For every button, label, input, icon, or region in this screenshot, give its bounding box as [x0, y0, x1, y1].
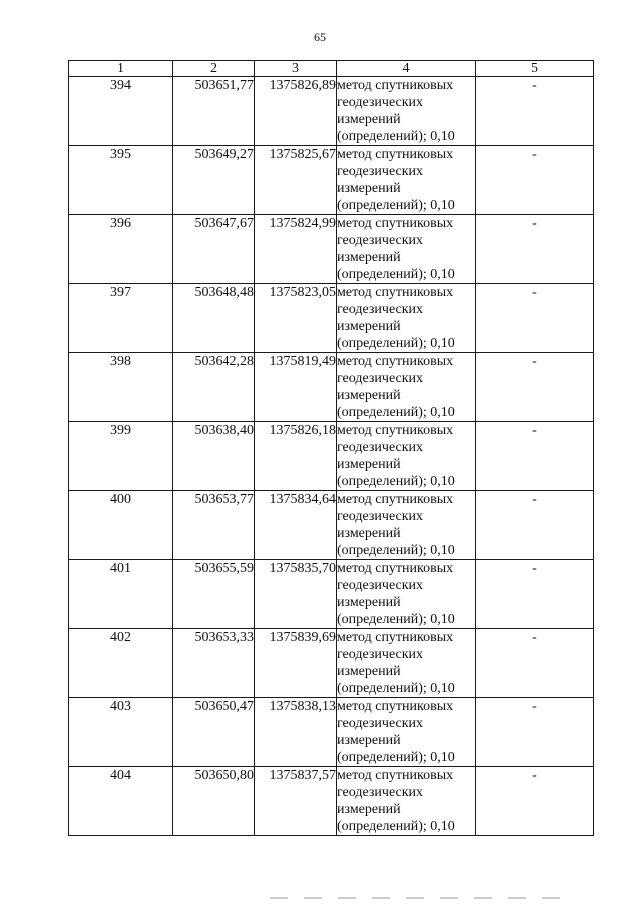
- method-text-line: метод спутниковых: [337, 285, 454, 300]
- method-text-line: геодезических: [337, 233, 424, 248]
- y-coordinate-cell: 1375823,05: [255, 284, 337, 353]
- note-cell: -: [476, 353, 594, 422]
- method-cell: [337, 215, 476, 284]
- method-text-line: измерений: [337, 112, 401, 127]
- x-coordinate-cell: 503638,40: [173, 422, 255, 491]
- x-coordinate-cell: 503642,28: [173, 353, 255, 422]
- method-text-line: геодезических: [337, 716, 424, 731]
- method-text-line: (определений); 0,10: [337, 474, 455, 489]
- table-row: [69, 698, 594, 767]
- page-number: 65: [314, 30, 326, 44]
- method-text-line: измерений: [337, 595, 401, 610]
- method-text-line: измерений: [337, 250, 401, 265]
- point-number-cell: 400: [69, 491, 173, 560]
- method-text-line: измерений: [337, 664, 401, 679]
- table-row: [69, 491, 594, 560]
- method-text-line: геодезических: [337, 164, 424, 179]
- method-text-line: метод спутниковых: [337, 630, 454, 645]
- method-text-line: (определений); 0,10: [337, 543, 455, 558]
- x-coordinate-cell: 503653,77: [173, 491, 255, 560]
- method-text-line: измерений: [337, 526, 401, 541]
- method-text-line: (определений); 0,10: [337, 198, 455, 213]
- method-text-line: измерений: [337, 802, 401, 817]
- table-row: [69, 560, 594, 629]
- table-row: [69, 353, 594, 422]
- point-number-cell: 403: [69, 698, 173, 767]
- scan-artifact-marks: [270, 897, 570, 899]
- point-number-cell: 397: [69, 284, 173, 353]
- point-number-cell: 402: [69, 629, 173, 698]
- y-coordinate-cell: 1375824,99: [255, 215, 337, 284]
- method-text-line: геодезических: [337, 302, 424, 317]
- x-coordinate-cell: 503648,48: [173, 284, 255, 353]
- method-cell: [337, 698, 476, 767]
- x-coordinate-cell: 503655,59: [173, 560, 255, 629]
- x-coordinate-cell: 503653,33: [173, 629, 255, 698]
- point-number-cell: 404: [69, 767, 173, 836]
- method-text-line: (определений); 0,10: [337, 612, 455, 627]
- table-row: [69, 215, 594, 284]
- note-cell: -: [476, 77, 594, 146]
- method-cell: [337, 353, 476, 422]
- method-text-line: геодезических: [337, 440, 424, 455]
- note-cell: -: [476, 146, 594, 215]
- note-cell: -: [476, 629, 594, 698]
- note-cell: -: [476, 284, 594, 353]
- method-text-line: (определений); 0,10: [337, 681, 455, 696]
- point-number-cell: 394: [69, 77, 173, 146]
- method-text-line: (определений); 0,10: [337, 129, 455, 144]
- method-text-line: (определений); 0,10: [337, 267, 455, 282]
- y-coordinate-cell: 1375835,70: [255, 560, 337, 629]
- note-cell: -: [476, 767, 594, 836]
- y-coordinate-cell: 1375839,69: [255, 629, 337, 698]
- header-col-1: 1: [69, 61, 173, 77]
- method-text-line: метод спутниковых: [337, 216, 454, 231]
- y-coordinate-cell: 1375825,67: [255, 146, 337, 215]
- method-text-line: метод спутниковых: [337, 492, 454, 507]
- x-coordinate-cell: 503650,80: [173, 767, 255, 836]
- x-coordinate-cell: 503651,77: [173, 77, 255, 146]
- table-row: [69, 629, 594, 698]
- method-text-line: геодезических: [337, 785, 424, 800]
- table-row: [69, 77, 594, 146]
- method-cell: [337, 491, 476, 560]
- x-coordinate-cell: 503647,67: [173, 215, 255, 284]
- header-col-5: 5: [476, 61, 594, 77]
- method-text-line: метод спутниковых: [337, 354, 454, 369]
- method-text-line: геодезических: [337, 509, 424, 524]
- method-text-line: (определений); 0,10: [337, 405, 455, 420]
- point-number-cell: 396: [69, 215, 173, 284]
- y-coordinate-cell: 1375826,89: [255, 77, 337, 146]
- y-coordinate-cell: 1375834,64: [255, 491, 337, 560]
- method-text-line: измерений: [337, 319, 401, 334]
- x-coordinate-cell: 503650,47: [173, 698, 255, 767]
- y-coordinate-cell: 1375838,13: [255, 698, 337, 767]
- note-cell: -: [476, 422, 594, 491]
- method-text-line: метод спутниковых: [337, 561, 454, 576]
- method-text-line: метод спутниковых: [337, 423, 454, 438]
- point-number-cell: 398: [69, 353, 173, 422]
- table-row: [69, 422, 594, 491]
- header-row: [69, 61, 594, 77]
- method-cell: [337, 146, 476, 215]
- note-cell: -: [476, 491, 594, 560]
- table-header: [69, 61, 594, 77]
- x-coordinate-cell: 503649,27: [173, 146, 255, 215]
- method-text-line: метод спутниковых: [337, 768, 454, 783]
- point-number-cell: 395: [69, 146, 173, 215]
- note-cell: -: [476, 215, 594, 284]
- method-text-line: (определений); 0,10: [337, 750, 455, 765]
- point-number-cell: 399: [69, 422, 173, 491]
- method-text-line: метод спутниковых: [337, 78, 454, 93]
- method-text-line: измерений: [337, 181, 401, 196]
- header-col-4: 4: [337, 61, 476, 77]
- method-cell: [337, 767, 476, 836]
- note-cell: -: [476, 560, 594, 629]
- point-number-cell: 401: [69, 560, 173, 629]
- table-body: [69, 77, 594, 836]
- method-text-line: измерений: [337, 733, 401, 748]
- method-text-line: (определений); 0,10: [337, 336, 455, 351]
- method-cell: [337, 77, 476, 146]
- method-text-line: геодезических: [337, 95, 424, 110]
- method-cell: [337, 422, 476, 491]
- y-coordinate-cell: 1375837,57: [255, 767, 337, 836]
- y-coordinate-cell: 1375819,49: [255, 353, 337, 422]
- note-cell: -: [476, 698, 594, 767]
- method-text-line: измерений: [337, 457, 401, 472]
- method-cell: [337, 560, 476, 629]
- method-cell: [337, 284, 476, 353]
- method-text-line: геодезических: [337, 647, 424, 662]
- method-cell: [337, 629, 476, 698]
- header-col-2: 2: [173, 61, 255, 77]
- table-row: [69, 146, 594, 215]
- header-col-3: 3: [255, 61, 337, 77]
- method-text-line: метод спутниковых: [337, 147, 454, 162]
- method-text-line: метод спутниковых: [337, 699, 454, 714]
- table-row: [69, 284, 594, 353]
- method-text-line: геодезических: [337, 578, 424, 593]
- method-text-line: геодезических: [337, 371, 424, 386]
- method-text-line: измерений: [337, 388, 401, 403]
- table-row: [69, 767, 594, 836]
- y-coordinate-cell: 1375826,18: [255, 422, 337, 491]
- method-text-line: (определений); 0,10: [337, 819, 455, 834]
- coordinates-table: [68, 60, 594, 836]
